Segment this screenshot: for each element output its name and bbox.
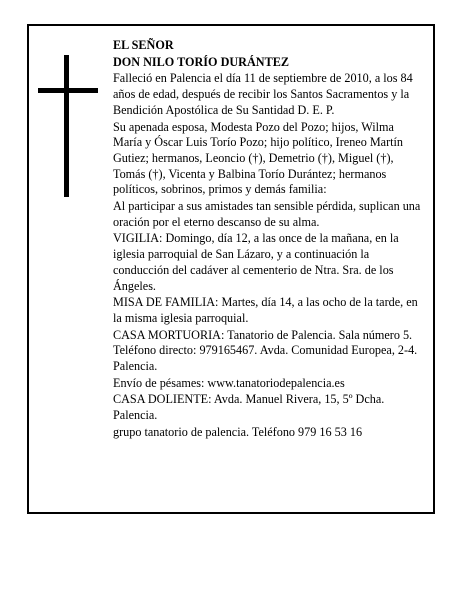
family-paragraph: Su apenada esposa, Modesta Pozo del Pozo; hijos, Wilma María y Óscar Luis Torío Pozo; hijo político, Ireneo Martín Gutiez; hermanos, Leoncio (†), Demetrio (†), Miguel (†), Tomás (†), Vicenta y Balbina Torío Durántez; hermanos políticos, sobrinos, primos y demás familia: <box>113 119 404 197</box>
vigil-paragraph: VIGILIA: Domingo, día 12, a las once de la mañana, en la iglesia parroquial de San Lázaro, y a continuación la conducción del cadáver al cementerio de Ntra. Sra. de los Ángeles. <box>113 231 399 293</box>
prayer-request-paragraph: Al participar a sus amistades tan sensible pérdida, suplican una oración por el eterno descanso de su alma. <box>113 199 421 229</box>
death-notice-paragraph: Falleció en Palencia el día 11 de septiembre de 2010, a los 84 años de edad, después de recibir los Santos Sacramentos y la Bendición Apostólica de Su Santidad D. E. P. <box>113 71 413 117</box>
contact-paragraph: grupo tanatorio de palencia. Teléfono 979 16 53 16 <box>113 424 363 439</box>
condolences-paragraph: Envío de pésames: www.tanatoriodepalencia.es <box>113 375 345 390</box>
funeral-home-paragraph: CASA MORTUORIA: Tanatorio de Palencia. Sala número 5. Teléfono directo: 979165467. Avda. Comunidad Europea, 2-4. Palencia. <box>113 327 418 374</box>
heading-line-1: EL SEÑOR <box>113 38 174 52</box>
latin-cross-icon <box>38 55 98 197</box>
family-home-paragraph: CASA DOLIENTE: Avda. Manuel Rivera, 15, 5º Dcha. Palencia. <box>113 392 385 423</box>
obituary-text <box>113 38 423 442</box>
family-mass-paragraph: MISA DE FAMILIA: Martes, día 14, a las ocho de la tarde, en la misma iglesia parroquial. <box>113 295 418 325</box>
deceased-name: DON NILO TORÍO DURÁNTEZ <box>113 54 289 69</box>
